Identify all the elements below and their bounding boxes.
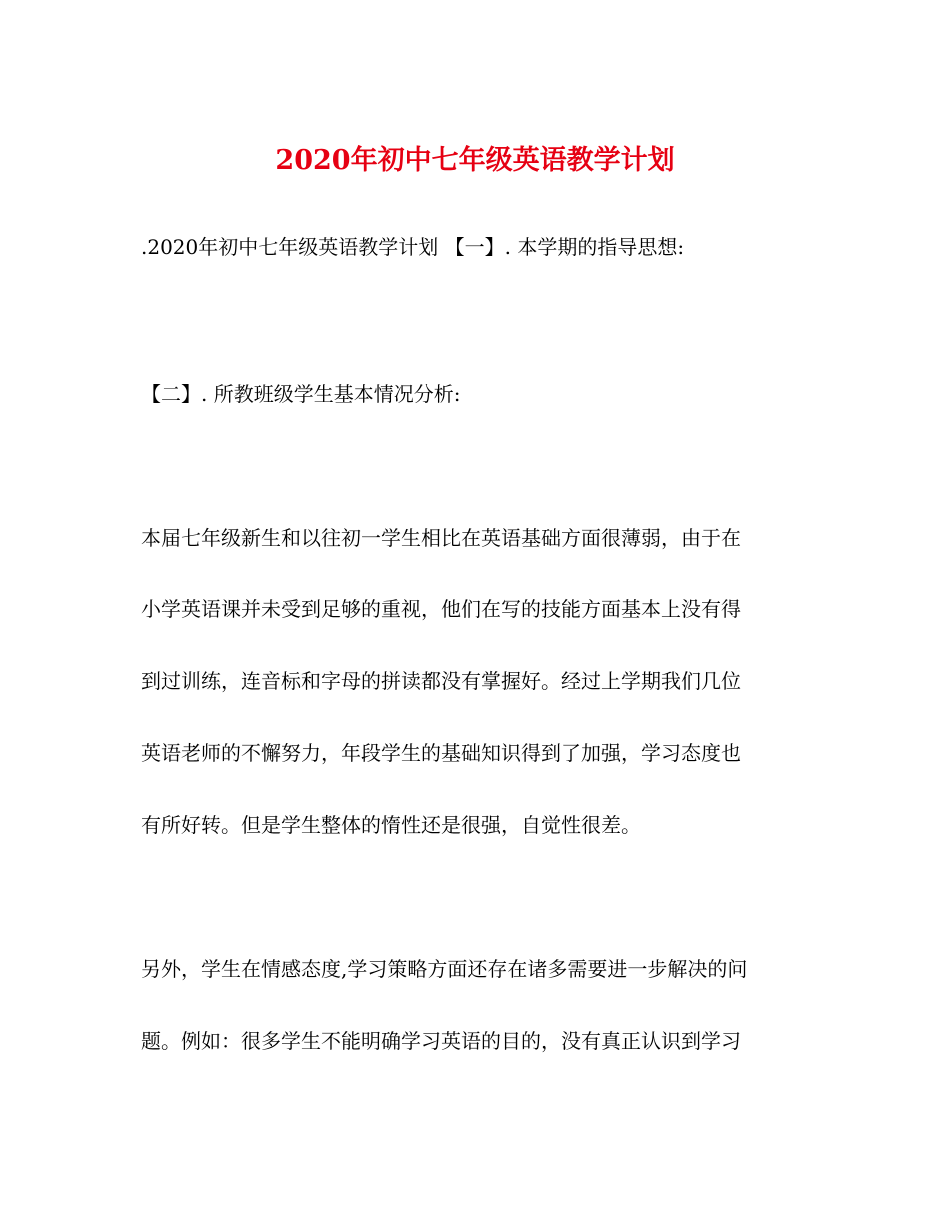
text-line-3: 本届七年级新生和以往初一学生相比在英语基础方面很薄弱，由于在 [141,526,741,550]
document-title: 2020年初中七年级英语教学计划 [275,145,675,176]
text-line-1: .2020年初中七年级英语教学计划 【一】. 本学期的指导思想: [141,235,685,259]
text-line-4: 小学英语课并未受到足够的重视，他们在写的技能方面基本上没有得 [141,597,741,621]
text-line-2: 【二】. 所教班级学生基本情况分析: [141,382,461,406]
text-line-8: 另外，学生在情感态度,学习策略方面还存在诸多需要进一步解决的问 [141,957,748,981]
text-line-6: 英语老师的不懈努力，年段学生的基础知识得到了加强，学习态度也 [141,741,741,765]
text-line-9: 题。例如：很多学生不能明确学习英语的目的，没有真正认识到学习 [141,1029,741,1053]
text-line-5: 到过训练，连音标和字母的拼读都没有掌握好。经过上学期我们几位 [141,669,741,693]
text-line-7: 有所好转。但是学生整体的惰性还是很强，自觉性很差。 [141,813,641,837]
